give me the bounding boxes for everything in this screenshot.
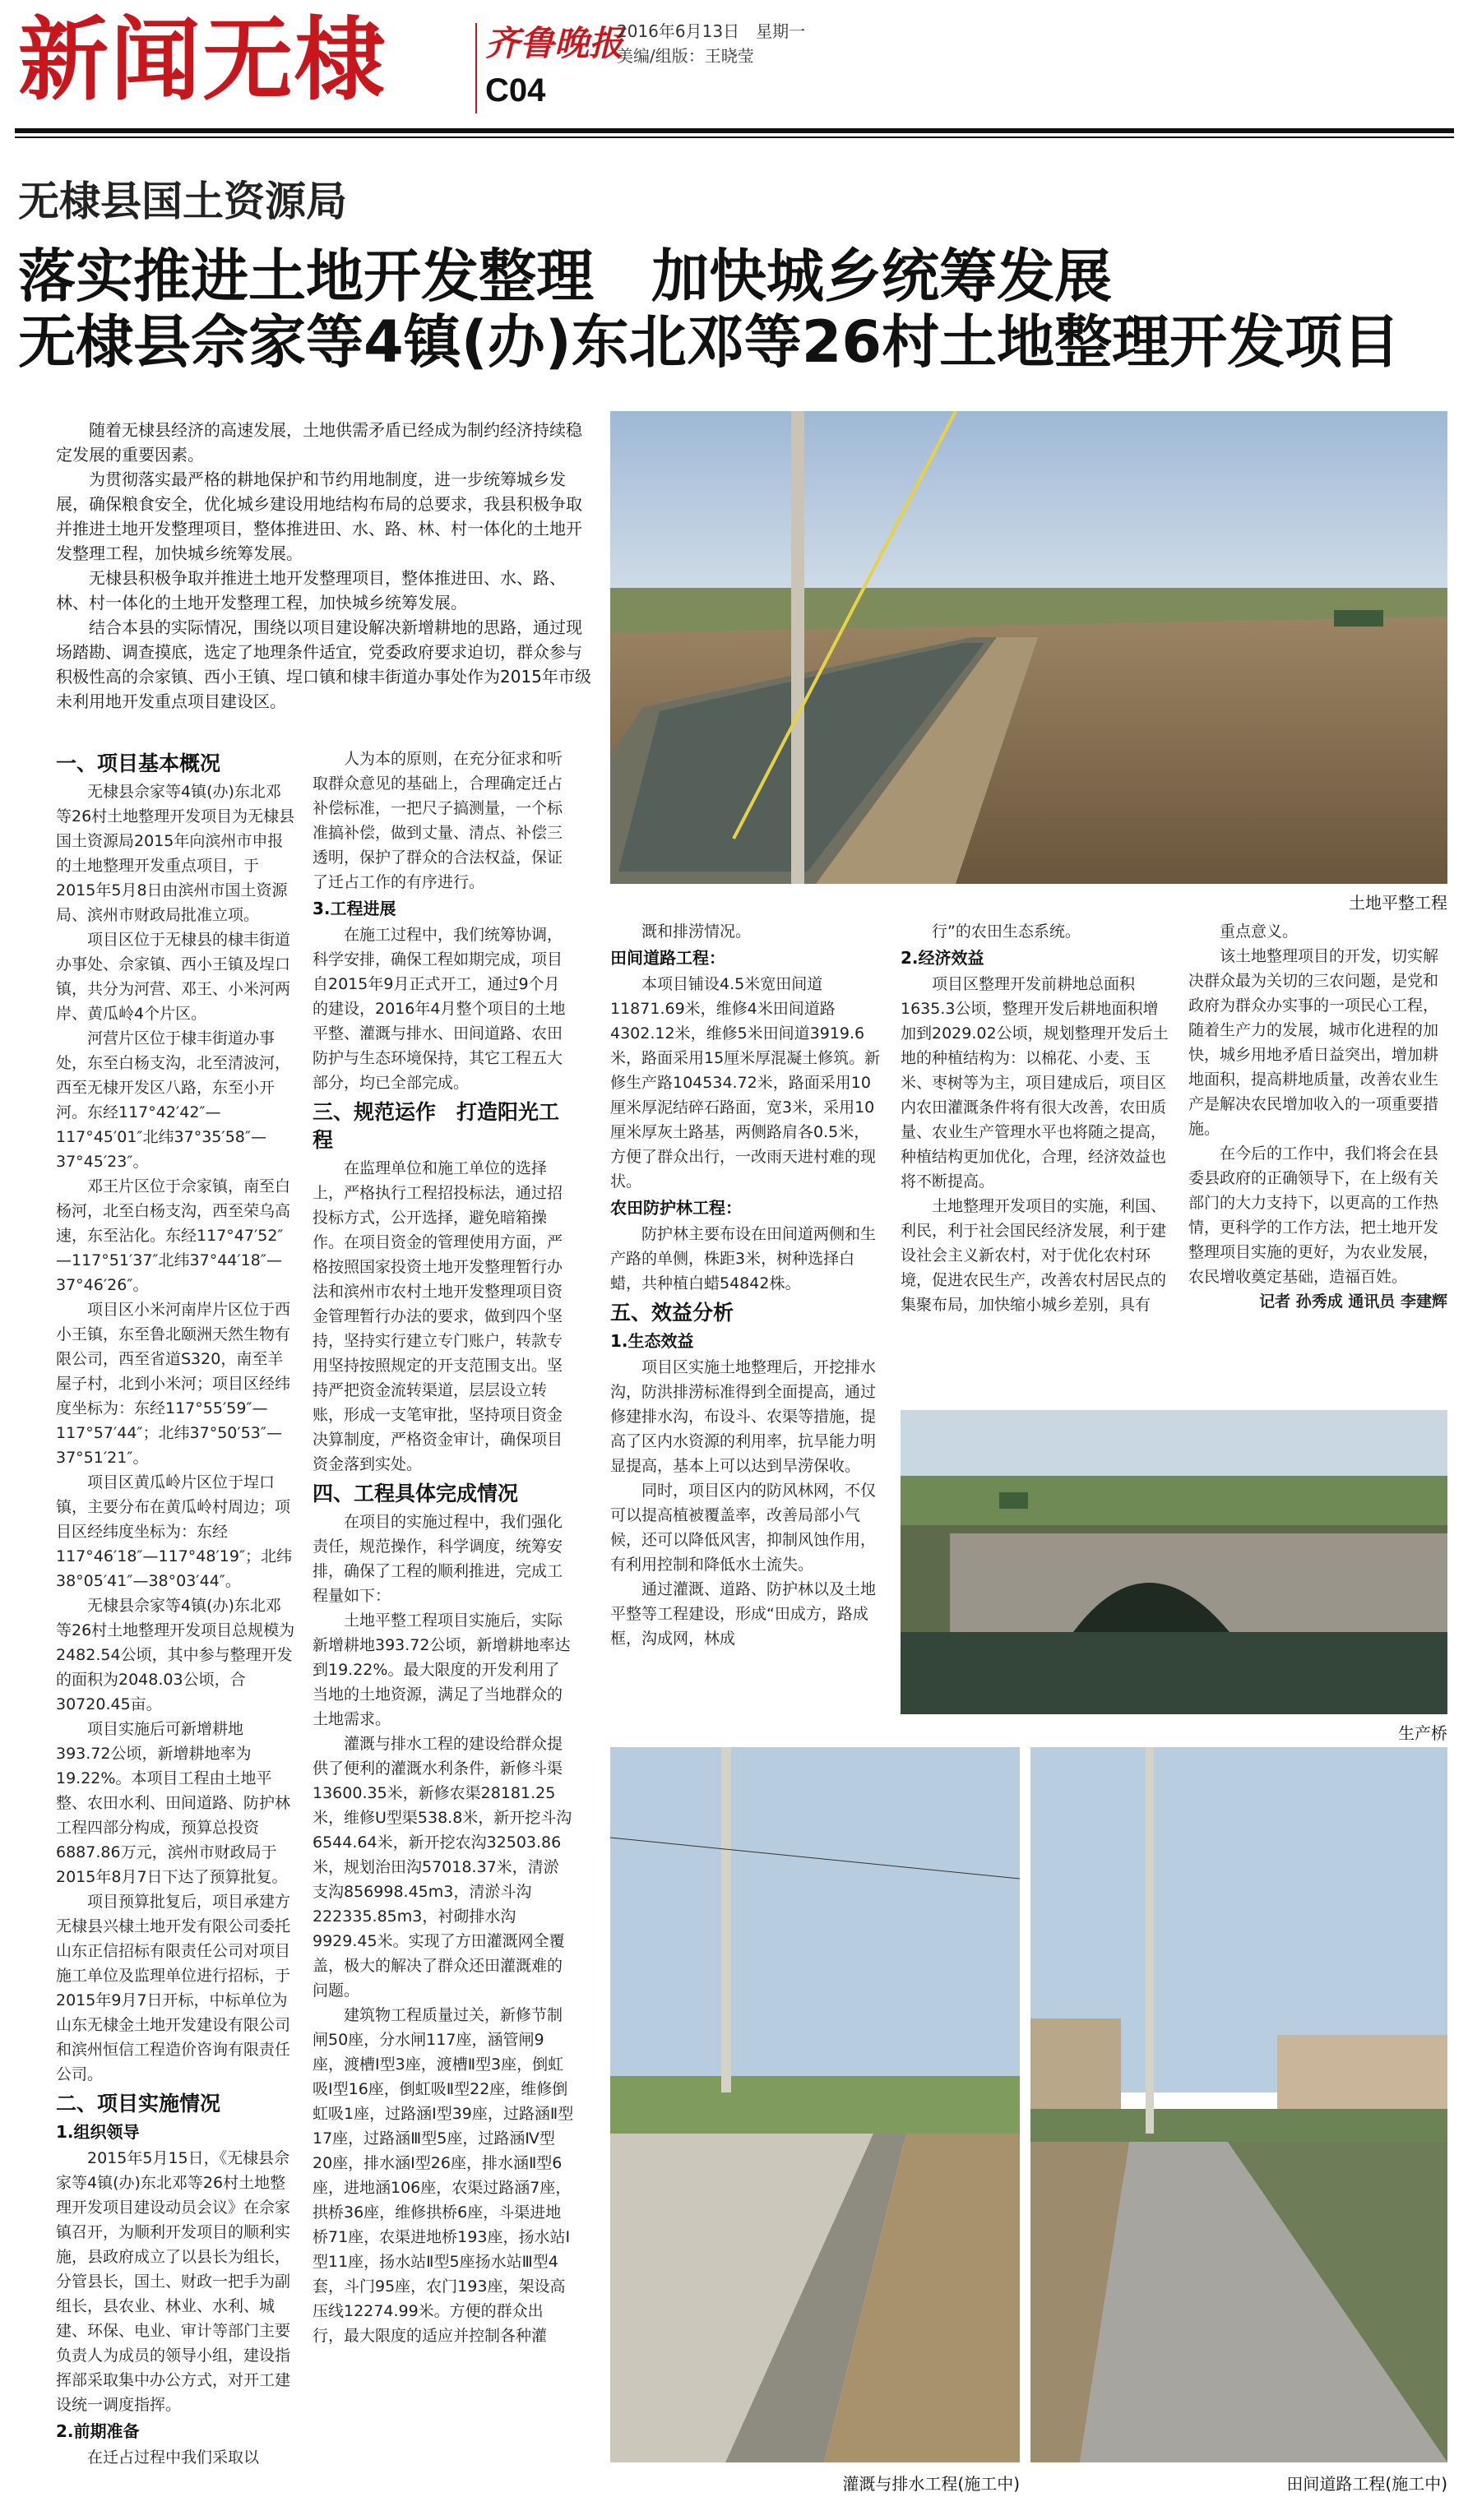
paragraph: 邓王片区位于佘家镇，南至白杨河，北至白杨支沟，西至荣乌高速，东至沾化。东经117°47′52″—117°51′37″北纬37°44′18″—37°46′26″。 [56,1177,291,1294]
paragraph: 通过灌溉、道路、防护林以及土地平整等工程建设，形成“田成方，路成框，沟成网，林成 [610,1580,877,1648]
article-column-4 [901,919,1172,1404]
masthead-rule-thin [15,136,1454,138]
paragraph: 在项目的实施过程中，我们强化责任，规范操作，科学调度，统筹安排，确保了工程的顺利推进，完成工程量如下： [313,1513,563,1605]
date-line: 2016年6月13日 星期一 [617,21,806,41]
article-column-1 [56,747,296,2506]
paragraph: 在今后的工作中，我们将会在县委县政府的正确领导下，在上级有关部门的大力支持下，以更高的工作热情，更科学的工作方法，把土地开发整理项目实施的更好，为农业发展，农民增收奠定基础，造福百姓。 [1188,1144,1439,1286]
paragraph: 项目区整理开发前耕地总面积1635.3公顷，整理开发后耕地面积增加到2029.02公顷，规划整理开发后土地的种植结构为：以棉花、小麦、玉米、枣树等为主，项目建成后，项目区内农田灌溉条件将有很大改善，农田质量、农业生产管理水平也将随之提高，种植结构更加优化，合理，经济效益也将不断提高。 [901,975,1169,1191]
caption-production-bridge: 生产桥 [1398,1723,1447,1743]
subsection-heading: 2.经济效益 [901,948,984,968]
caption-land-leveling: 土地平整工程 [1349,893,1447,913]
paragraph: 同时，项目区内的防风林网，不仅可以提高植被覆盖率，改善局部小气候，还可以降低风害，抑制风蚀作用，有利用控制和降低水土流失。 [610,1482,877,1574]
article-column-5 [1188,919,1447,1404]
paragraph: 该土地整理项目的开发，切实解决群众最为关切的三农问题，是党和政府为群众办实事的一项民心工程，随着生产力的发展，城市化进程的加快，城乡用地矛盾日益突出，增加耕地面积，提高耕地质量，改善农业生产是解决农民增加收入的一项重要措施。 [1188,947,1439,1138]
field-road-image [1030,1747,1447,2462]
land-leveling-image [610,411,1447,884]
paper-logo: 齐鲁晚报 [485,23,624,63]
lead-text [56,418,597,714]
subsection-heading: 1.生态效益 [610,1331,694,1351]
paragraph: 2015年5月15日，《无棣县佘家等4镇(办)东北邓等26村土地整理开发项目建设动员会议》在佘家镇召开，为顺利开发项目的顺利实施，县政府成立了以县长为组长，分管县长，国土、财政一把手为副组长，县农业、林业、水利、城建、环保、电业、审计等部门主要负责人为成员的领导小组，建设指挥部采取集中办公方式，对开工建设统一调度指挥。 [56,2149,291,2414]
photo-field-road [1030,1747,1447,2462]
paragraph: 在监理单位和施工单位的选择上，严格执行工程招投标法，通过招投标方式，公开选择，避免暗箱操作。在项目资金的管理使用方面，严格按照国家投资土地开发整理暂行办法和滨州市农村土地开发整理项目资金管理暂行办法的要求，做到四个坚持，坚持实行建立专门账户，转款专用坚持按照规定的开支范围支出。坚持严把资金流转渠道，层层设立转账，形成一支笔审批，坚持项目资金决算制度，严格资金审计，确保项目资金落到实处。 [313,1159,563,1473]
lead-paragraph: 结合本县的实际情况，围绕以项目建设解决新增耕地的思路，通过现场踏勘、调查摸底，选定了地理条件适宜，党委政府要求迫切，群众参与积极性高的佘家镇、西小王镇、埕口镇和棣丰街道办事处作为2015年市级未利用地开发重点项目建设区。 [56,617,591,711]
section-heading: 一、项目基本概况 [56,751,221,775]
article-column-3 [610,919,883,1741]
production-bridge-image [901,1410,1447,1714]
paragraph: 项目区小米河南岸片区位于西小王镇，东至鲁北颐洲天然生物有限公司，西至省道S320，南至羊屋子村，北到小米河；项目区经纬度坐标为：东经117°55′59″—117°57′44″；北纬37°50′53″—37°51′21″。 [56,1301,291,1467]
paragraph: 土地平整工程项目实施后，实际新增耕地393.72公顷，新增耕地率达到19.22%。最大限度的开发利用了当地的土地资源，满足了当地群众的土地需求。 [313,1611,571,1728]
headline-kicker: 无棣县国土资源局 [18,178,347,225]
paragraph: 在施工过程中，我们统筹协调，科学安排，确保工程如期完成，项目自2015年9月正式开工，通过9个月的建设，2016年4月整个项目的土地平整、灌溉与排水、田间道路、农田防护与生态环境保持，其它工程五大部分，均已全部完成。 [313,926,566,1092]
paragraph: 防护林主要布设在田间道两侧和生产路的单侧，株距3米，树种选择白蜡，共种植白蜡54842株。 [610,1225,877,1292]
paragraph: 本项目铺设4.5米宽田间道11871.69米，维修4米田间道路4302.12米，维修5米田间道3919.6米，路面采用15厘米厚混凝土修筑。新修生产路104534.72米，路面采用10厘米厚泥结碎石路面，宽3米，采用10厘米厚灰土路基，两侧路肩各0.5米，方便了群众出行，一改雨天进村难的现状。 [610,975,881,1191]
paragraph: 灌溉与排水工程的建设给群众提供了便利的灌溉水利条件，新修斗渠13600.35米，新修农渠28181.25米，维修U型渠538.8米，新开挖斗沟6544.64米，新开挖农沟32503.86米，规划治田沟57018.37米，清淤支沟856998.45m3，清淤斗沟222335.85m3，衬砌排水沟9929.45米。实现了方田灌溉网全覆盖，极大的解决了群众还田灌溉难的问题。 [313,1735,572,2000]
masthead-divider [475,23,477,113]
page-number: C04 [485,72,546,109]
subsection-heading: 2.前期准备 [56,2421,140,2441]
headline-sub: 无棣县佘家等4镇(办)东北邓等26村土地整理开发项目 [18,308,1401,376]
subsection-heading: 农田防护林工程： [610,1198,742,1218]
paragraph: 项目区实施土地整理后，开挖排水沟，防洪排涝标准得到全面提高，通过修建排水沟，布设斗、农渠等措施，提高了区内水资源的利用率，抗旱能力明显提高，基本上可以达到旱涝保收。 [610,1358,877,1475]
paragraph: 人为本的原则，在充分征求和听取群众意见的基础上，合理确定迁占补偿标准，一把尺子搞测量，一个标准搞补偿，做到丈量、清点、补偿三透明，保护了群众的合法权益，保证了迁占工作的有序进行。 [313,750,563,891]
section-heading: 三、规范运作 打造阳光工程 [313,1100,560,1152]
paragraph: 无棣县佘家等4镇(办)东北邓等26村土地整理开发项目为无棣县国土资源局2015年向滨州市申报的土地整理开发重点项目，于2015年5月8日由滨州市国土资源局、滨州市财政局批准立项。 [56,783,295,924]
paragraph: 溉和排涝情况。 [641,922,752,941]
photo-land-leveling [610,411,1447,884]
lead-paragraph: 随着无棣县经济的高速发展，土地供需矛盾已经成为制约经济持续稳定发展的重要因素。 [56,420,582,465]
paragraph: 项目区位于无棣县的棣丰街道办事处、佘家镇、西小王镇及埕口镇，共分为河营、邓王、小米河两岸、黄瓜岭4个片区。 [56,931,291,1023]
paragraph: 河营片区位于棣丰街道办事处，东至白杨支沟，北至清波河，西至无棣开发区八路，东至小开河。东经117°42′42″—117°45′01″北纬37°35′58″—37°45′23″。 [56,1029,291,1171]
irrigation-image [610,1747,1020,2462]
section-title: 新闻无棣 [18,7,387,113]
paragraph: 在迁占过程中我们采取以 [87,2448,260,2467]
headline-main: 落实推进土地开发整理 加快城乡统筹发展 [18,243,1112,310]
paragraph: 项目区黄瓜岭片区位于埕口镇，主要分布在黄瓜岭村周边；项目区经纬度坐标为：东经117°46′18″—117°48′19″；北纬38°05′41″—38°03′44″。 [56,1473,293,1590]
paragraph: 建筑物工程质量过关，新修节制闸50座，分水闸117座，涵管闸9座，渡槽Ⅰ型3座，渡槽Ⅱ型3座，倒虹吸Ⅰ型16座，倒虹吸Ⅱ型22座，维修倒虹吸1座，过路涵Ⅰ型39座，过路涵Ⅱ型17座，过路涵Ⅲ型5座，过路涵Ⅳ型20座，排水涵Ⅰ型26座，排水涵Ⅱ型6座，进地涵106座，农渠过路涵7座，拱桥36座，维修拱桥6座，斗渠进地桥71座，农渠进地桥193座，扬水站Ⅰ型11座，扬水站Ⅱ型5座扬水站Ⅲ型4套，斗门95座，农门193座，架设高压线12274.99米。方便的群众出行，最大限度的适应并控制各种灌 [313,2006,574,2345]
masthead-rule [15,128,1454,133]
subsection-heading: 3.工程进展 [313,899,396,918]
subsection-heading: 田间道路工程： [610,948,725,968]
lead-paragraph: 无棣县积极争取并推进土地开发整理项目，整体推进田、水、路、林、村一体化的土地开发整理工程，加快城乡统筹发展。 [56,568,566,613]
paragraph: 重点意义。 [1220,922,1299,941]
paragraph: 行”的农田生态系统。 [932,922,1081,941]
subsection-heading: 1.组织领导 [56,2122,140,2142]
article-column-2 [313,747,574,2506]
caption-field-road: 田间道路工程(施工中) [1286,2474,1447,2494]
section-heading: 二、项目实施情况 [56,2092,221,2115]
paragraph: 土地整理开发项目的实施，利国、利民，利于社会国民经济发展，利于建设社会主义新农村，对于优化农村环境，促进农民生产，改善农村居民点的集聚布局，加快缩小城乡差别，具有 [901,1197,1167,1314]
lead-paragraph: 为贯彻落实最严格的耕地保护和节约用地制度，进一步统筹城乡发展，确保粮食安全，优化城乡建设用地结构布局的总要求，我县积极争取并推进土地开发整理项目，整体推进田、水、路、林、村一体化的土地开发整理工程，加快城乡统筹发展。 [56,469,582,563]
paragraph: 项目预算批复后，项目承建方无棣县兴棣土地开发有限公司委托山东正信招标有限责任公司对项目施工单位及监理单位进行招标，于2015年9月7日开标，中标单位为山东无棣金土地开发建设有限公司和滨州恒信工程造价咨询有限责任公司。 [56,1893,291,2083]
photo-irrigation [610,1747,1020,2462]
section-heading: 五、效益分析 [610,1301,734,1325]
paragraph: 项目实施后可新增耕地393.72公顷，新增耕地率为19.22%。本项目工程由土地平整、农田水利、田间道路、防护林工程四部分构成，预算总投资6887.86万元，滨州市财政局于2015年8月7日下达了预算批复。 [56,1720,291,1886]
photo-production-bridge [901,1410,1447,1714]
byline: 记者 孙秀成 通讯员 李建辉 [1259,1292,1447,1311]
paragraph: 无棣县佘家等4镇(办)东北邓等26村土地整理开发项目总规模为2482.54公顷，其中参与整理开发的面积为2048.03公顷，合30720.45亩。 [56,1597,295,1713]
section-heading: 四、工程具体完成情况 [313,1482,519,1505]
editor-line: 美编/组版：王晓莹 [617,46,754,66]
caption-irrigation: 灌溉与排水工程(施工中) [842,2474,1020,2494]
